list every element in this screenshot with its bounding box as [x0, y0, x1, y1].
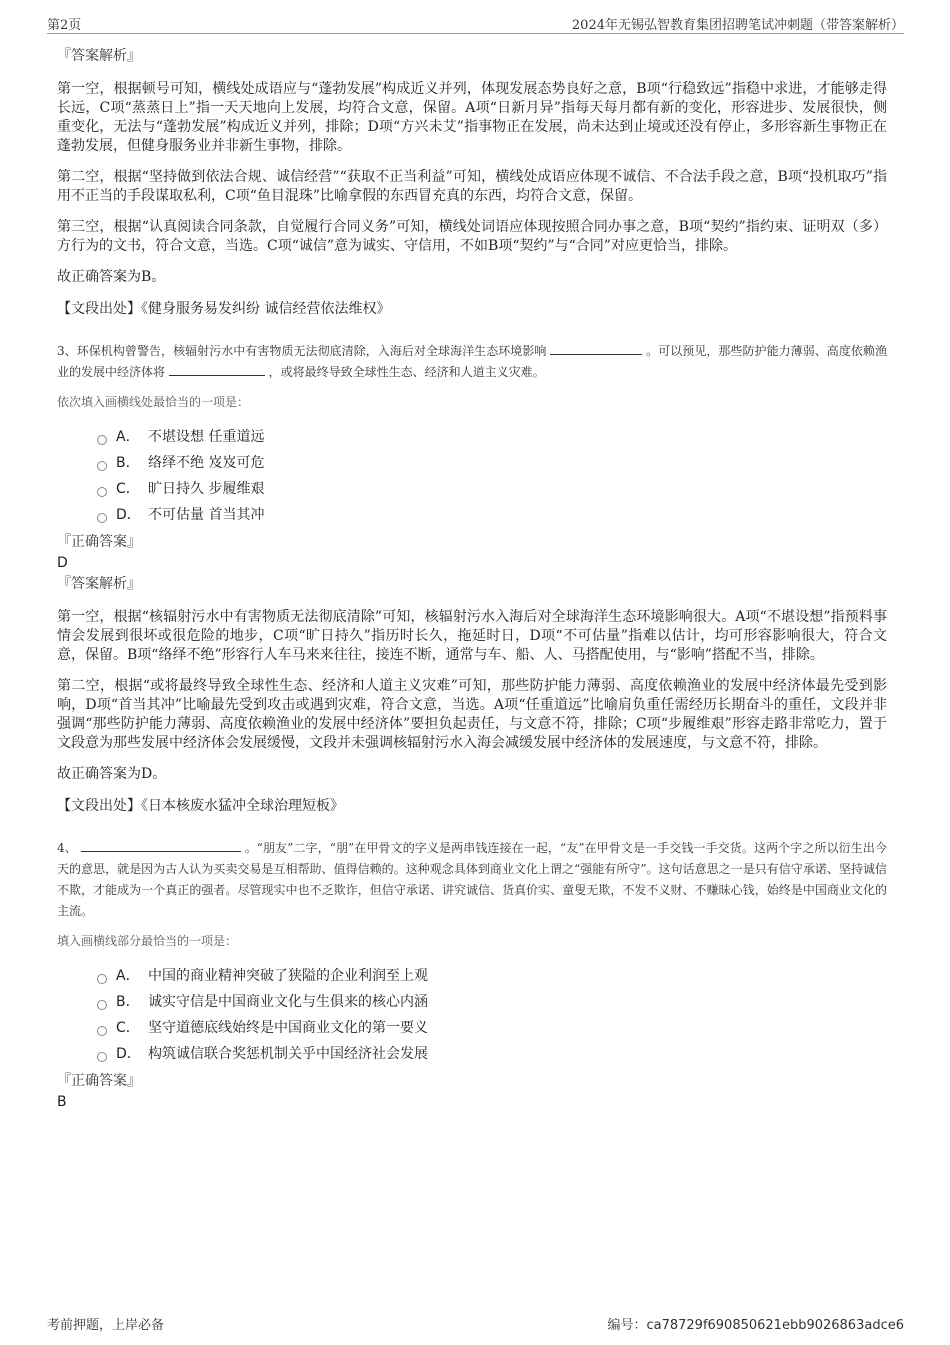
analysis-conclusion: 故正确答案为D。: [57, 766, 167, 782]
option-a[interactable]: [97, 963, 887, 989]
option-a[interactable]: [97, 424, 887, 450]
question-3-options: [97, 424, 887, 528]
correct-answer: B: [57, 1094, 67, 1110]
option-text: 构筑诚信联合奖惩机制关乎中国经济社会发展: [148, 1046, 428, 1062]
header-divider: [47, 33, 904, 34]
passage-source: 【文段出处】《健身服务易发纠纷 诚信经营依法维权》: [57, 301, 391, 317]
radio-button[interactable]: [97, 1052, 107, 1062]
page-number: 第2页: [47, 18, 82, 33]
main-content: [57, 44, 887, 1113]
option-text: 诚实守信是中国商业文化与生俱来的核心内涵: [148, 994, 428, 1010]
option-text: 中国的商业精神突破了狭隘的企业利润至上观: [148, 968, 428, 984]
analysis-heading: 『答案解析』: [57, 48, 141, 64]
option-b[interactable]: [97, 989, 887, 1015]
analysis-heading: 『答案解析』: [57, 576, 141, 592]
option-c[interactable]: [97, 476, 887, 502]
question-4-prompt: 填入画横线部分最恰当的一项是：: [57, 934, 238, 948]
analysis-paragraph: 第二空，根据“坚持做到依法合规、诚信经营”“获取不正当利益”可知，横线处成语应体现不诚信、不合法手段之意，B项“投机取巧”指用不正当的手段谋取私利，C项“鱼目混珠”比喻拿假的东西冒充真的东西，均符合文意，保留。: [57, 169, 887, 204]
footer-slogan: 考前押题，上岸必备: [47, 1318, 165, 1333]
option-text: 不可估量 首当其冲: [148, 507, 265, 523]
fill-blank-2: [169, 362, 265, 376]
question-4-options: [97, 963, 887, 1067]
radio-button[interactable]: [97, 1000, 107, 1010]
question-3-text-c: ，或将最终导致全球性生态、经济和人道主义灾难。: [268, 365, 545, 379]
question-4-stem: [57, 838, 887, 922]
radio-button[interactable]: [97, 1026, 107, 1036]
option-text: 坚守道德底线始终是中国商业文化的第一要义: [148, 1020, 428, 1036]
option-d[interactable]: [97, 502, 887, 528]
question-3-stem: [57, 341, 887, 383]
question-3-text-a: 3、环保机构曾警告，核辐射污水中有害物质无法彻底清除，入海后对全球海洋生态环境影响: [57, 344, 547, 358]
question-4-text: 。“朋友”二字，“朋”在甲骨文的字义是两串钱连接在一起，“友”在甲骨文是一手交钱一手交货。这两个字之所以衍生出今天的意思，就是因为古人认为买卖交易是互相帮助、值得信赖的。这种观念具体到商业文化上谓之“强能有所守”。这句话意思之一是只有信守承诺、坚持诚信不欺，才能成为一个真正的强者。尽管现实中也不乏欺诈，但信守承诺、讲究诚信、货真价实、童叟无欺，不发不义财、不赚昧心钱，始终是中国商业文化的主流。: [57, 841, 887, 918]
option-letter: D．: [116, 1046, 141, 1062]
option-letter: A．: [116, 429, 140, 445]
option-d[interactable]: [97, 1041, 887, 1067]
correct-answer: D: [57, 555, 68, 571]
analysis-conclusion: 故正确答案为B。: [57, 269, 166, 285]
option-letter: B．: [116, 455, 140, 471]
analysis-paragraph: 第三空，根据“认真阅读合同条款，自觉履行合同义务”可知，横线处词语应体现按照合同办事之意，B项“契约”指约束、证明双（多）方行为的文书，符合文意，当选。C项“诚信”意为诚实、守信用，不如B项“契约”与“合同”对应更恰当，排除。: [57, 219, 887, 254]
fill-blank: [81, 838, 241, 852]
question-3-text-b: 。可以预见，那些防护能力薄弱、高度依赖渔业的发展中经济体将: [57, 344, 887, 379]
correct-answer-heading: 『正确答案』: [57, 1073, 141, 1089]
question-3-prompt: 依次填入画横线处最恰当的一项是：: [57, 395, 250, 409]
analysis-paragraph: 第二空，根据“或将最终导致全球性生态、经济和人道主义灾难”可知，那些防护能力薄弱、高度依赖渔业的发展中经济体最先受到影响，D项“首当其冲”比喻最先受到攻击或遇到灾难，符合文意，当选。A项“任重道远”比喻肩负重任需经历长期奋斗的重任，文段并非强调“那些防护能力薄弱、高度依赖渔业的发展中经济体”要担负起责任，与文意不符，排除；C项“步履维艰”形容走路非常吃力，置于文段意为那些发展中经济体会发展缓慢，文段并未强调核辐射污水入海会减缓发展中经济体的发展速度，与文意不符，排除。: [57, 678, 887, 751]
option-c[interactable]: [97, 1015, 887, 1041]
code-value: ca78729f690850621ebb9026863adce6: [646, 1318, 904, 1333]
option-text: 络绎不绝 岌岌可危: [148, 455, 265, 471]
option-letter: C．: [116, 481, 140, 497]
correct-answer-heading: 『正确答案』: [57, 534, 141, 550]
radio-button[interactable]: [97, 487, 107, 497]
radio-button[interactable]: [97, 513, 107, 523]
option-text: 旷日持久 步履维艰: [148, 481, 265, 497]
question-4-number: 4、: [57, 841, 77, 855]
option-letter: B．: [116, 994, 140, 1010]
footer-document-code: [607, 1314, 904, 1333]
radio-button[interactable]: [97, 435, 107, 445]
option-text: 不堪设想 任重道远: [148, 429, 265, 445]
fill-blank-1: [550, 341, 642, 355]
option-letter: A．: [116, 968, 140, 984]
code-label: 编号：: [607, 1318, 647, 1333]
analysis-paragraph: 第一空，根据顿号可知，横线处成语应与“蓬勃发展”构成近义并列，体现发展态势良好之意，B项“行稳致远”指稳中求进，才能够走得长远，C项“蒸蒸日上”指一天天地向上发展，均符合文意，保留。A项“日新月异”指每天每月都有新的变化，形容进步、发展很快，侧重变化，无法与“蓬勃发展”构成近义并列，排除；D项“方兴未艾”指事物正在发展，尚未达到止境或还没有停止，多形容新生事物正在蓬勃发展，但健身服务业并非新生事物，排除。: [57, 81, 887, 154]
radio-button[interactable]: [97, 461, 107, 471]
analysis-paragraph: 第一空，根据“核辐射污水中有害物质无法彻底清除”可知，核辐射污水入海后对全球海洋生态环境影响很大。A项“不堪设想”指预料事情会发展到很坏或很危险的地步，C项“旷日持久”指历时长久，拖延时日，D项“不可估量”指难以估计，均可形容影响很大，符合文意，保留。B项“络绎不绝”形容行人车马来来往往，接连不断，通常与车、船、人、马搭配使用，与“影响”搭配不当，排除。: [57, 609, 887, 663]
option-letter: C．: [116, 1020, 140, 1036]
document-title: 2024年无锡弘智教育集团招聘笔试冲刺题（带答案解析）: [571, 18, 904, 33]
option-letter: D．: [116, 507, 141, 523]
radio-button[interactable]: [97, 974, 107, 984]
passage-source: 【文段出处】《日本核废水猛冲全球治理短板》: [57, 798, 344, 814]
option-b[interactable]: [97, 450, 887, 476]
